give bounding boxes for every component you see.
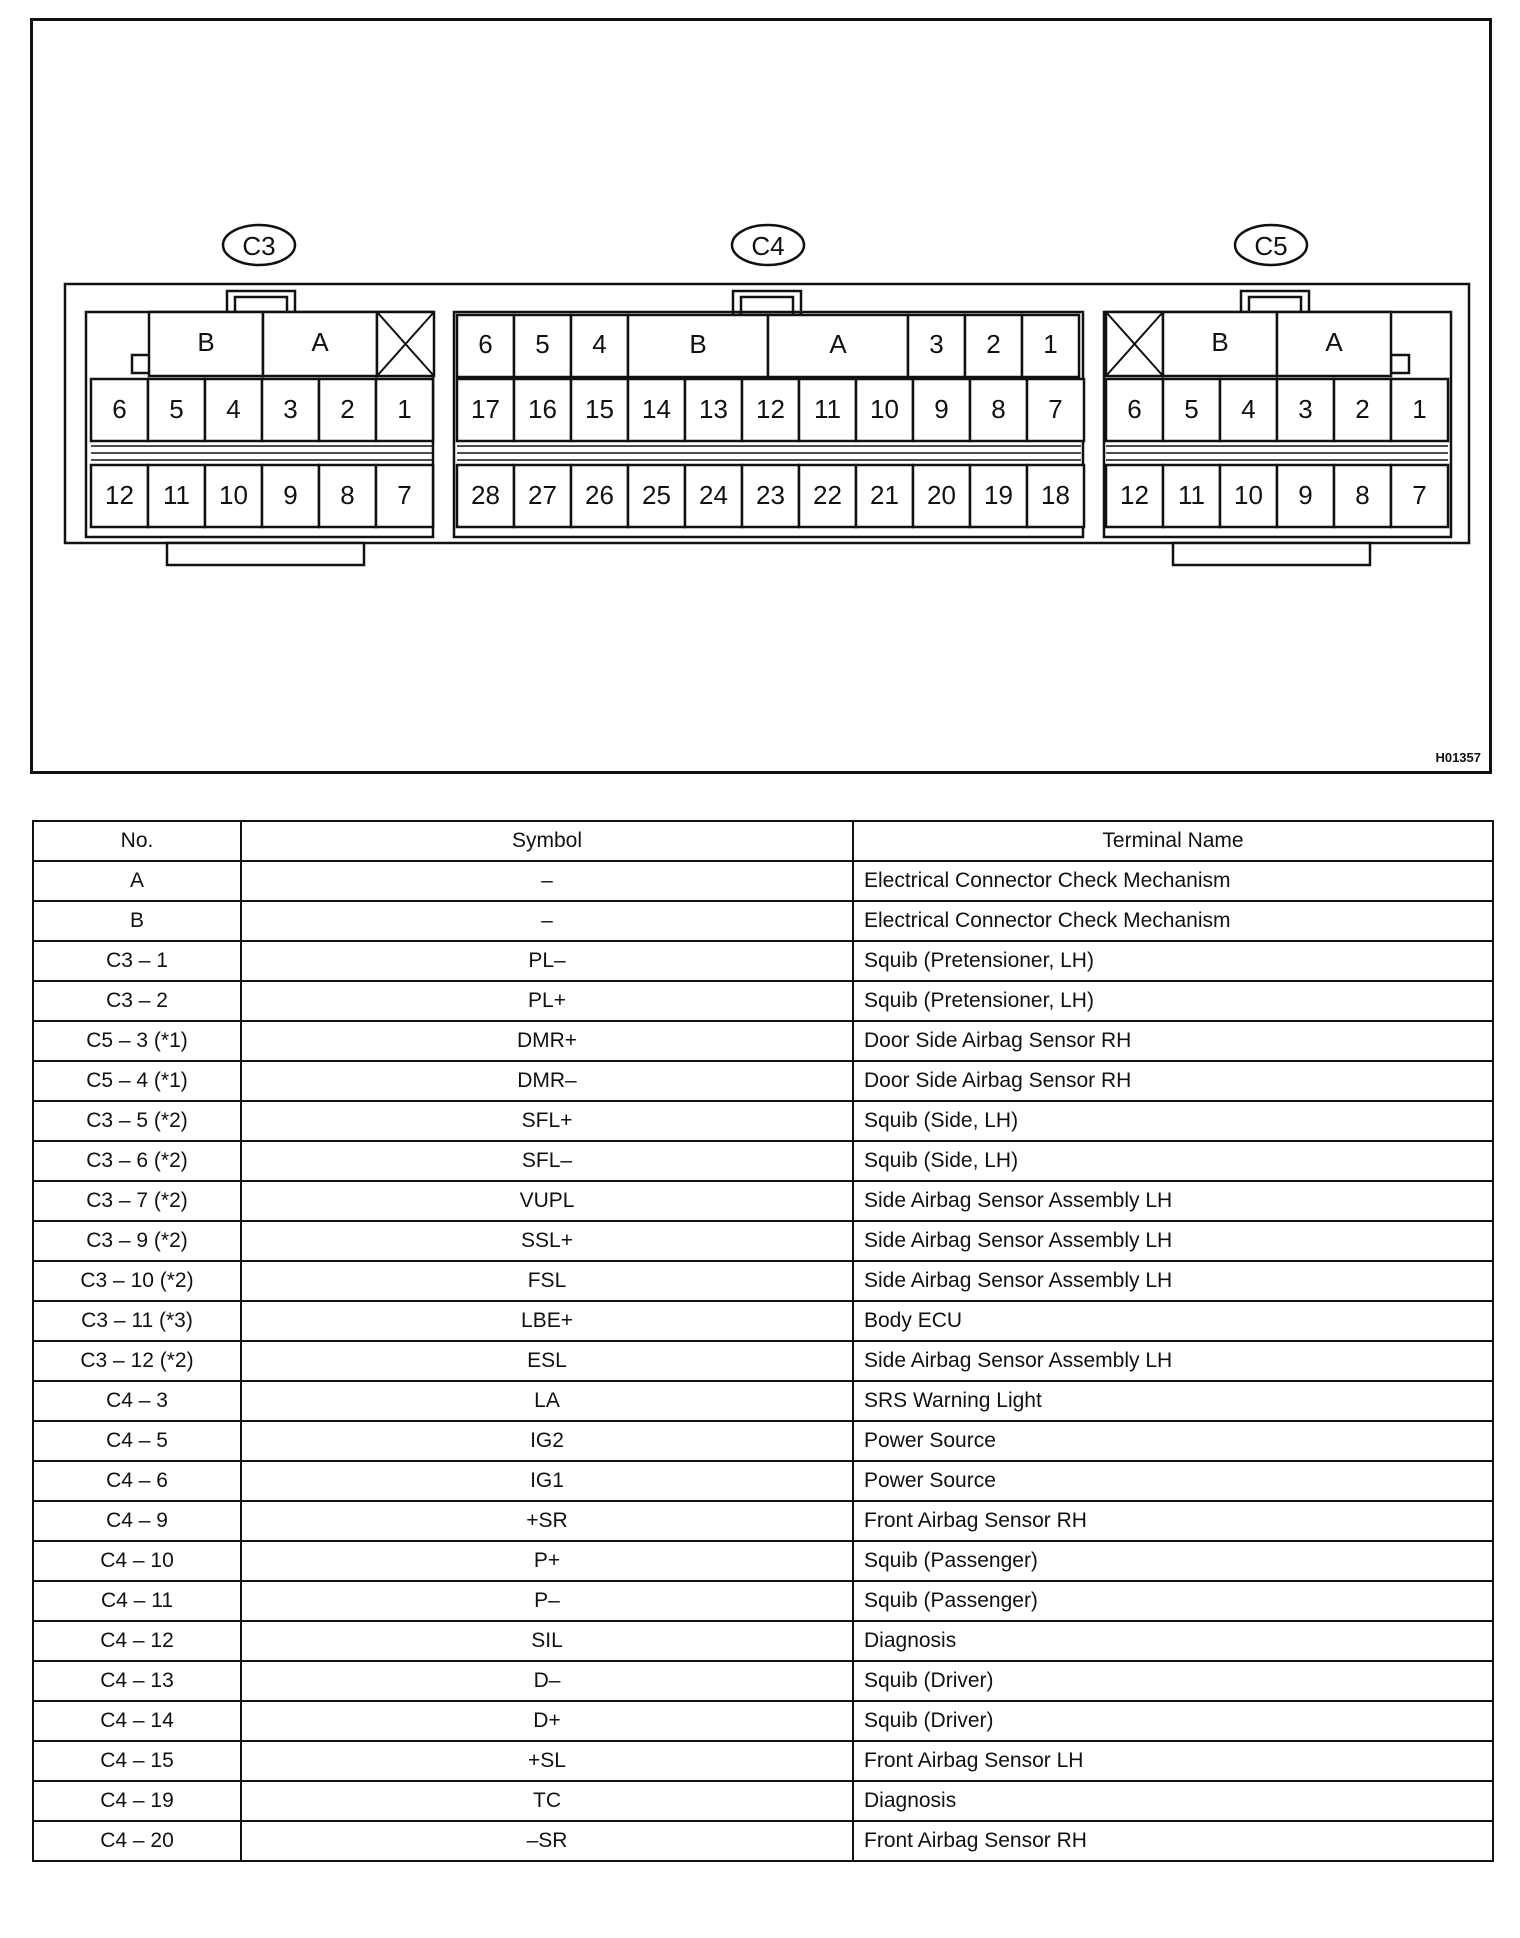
terminal-number: 9 xyxy=(283,480,298,510)
top-cell-label: A xyxy=(1325,327,1343,357)
row-terminal-name: Body ECU xyxy=(853,1301,1493,1341)
row-symbol: SSL+ xyxy=(241,1221,853,1261)
terminal-table xyxy=(32,820,1494,1862)
table-row xyxy=(33,1141,1493,1181)
terminal-number: 4 xyxy=(1241,394,1256,424)
terminal-number: 13 xyxy=(699,394,728,424)
top-cell-label: A xyxy=(311,327,329,357)
row-no: C3 – 9 (*2) xyxy=(33,1221,241,1261)
row-terminal-name: Squib (Passenger) xyxy=(853,1581,1493,1621)
row-terminal-name: Side Airbag Sensor Assembly LH xyxy=(853,1261,1493,1301)
row-symbol: VUPL xyxy=(241,1181,853,1221)
row-no: C3 – 6 (*2) xyxy=(33,1141,241,1181)
row-symbol: D– xyxy=(241,1661,853,1701)
top-cell-label: A xyxy=(829,329,847,359)
row-no: C4 – 12 xyxy=(33,1621,241,1661)
row-symbol: P+ xyxy=(241,1541,853,1581)
connector-label: C4 xyxy=(751,231,785,261)
row-terminal-name: Squib (Pretensioner, LH) xyxy=(853,981,1493,1021)
terminal-number: 15 xyxy=(585,394,614,424)
table-row xyxy=(33,1661,1493,1701)
table-header-row xyxy=(33,821,1493,861)
terminal-number: 8 xyxy=(1355,480,1370,510)
reference-code: H01357 xyxy=(1435,750,1481,765)
row-no: C5 – 3 (*1) xyxy=(33,1021,241,1061)
table-row xyxy=(33,981,1493,1021)
row-terminal-name: SRS Warning Light xyxy=(853,1381,1493,1421)
top-cell-label: 5 xyxy=(535,329,550,359)
terminal-number: 23 xyxy=(756,480,785,510)
table-row xyxy=(33,1021,1493,1061)
table-row xyxy=(33,1421,1493,1461)
row-symbol: – xyxy=(241,901,853,941)
table-row xyxy=(33,1821,1493,1861)
row-symbol: TC xyxy=(241,1781,853,1821)
connector-diagram-panel xyxy=(30,18,1492,774)
row-terminal-name: Side Airbag Sensor Assembly LH xyxy=(853,1341,1493,1381)
row-no: C4 – 14 xyxy=(33,1701,241,1741)
connector-diagram xyxy=(33,21,1489,771)
row-symbol: SFL– xyxy=(241,1141,853,1181)
row-terminal-name: Electrical Connector Check Mechanism xyxy=(853,901,1493,941)
header-no: No. xyxy=(33,821,241,861)
terminal-number: 6 xyxy=(112,394,127,424)
row-no: C3 – 7 (*2) xyxy=(33,1181,241,1221)
terminal-number: 21 xyxy=(870,480,899,510)
terminal-number: 25 xyxy=(642,480,671,510)
row-no: C4 – 20 xyxy=(33,1821,241,1861)
header-symbol: Symbol xyxy=(241,821,853,861)
top-cell-label: 6 xyxy=(478,329,493,359)
row-no: C4 – 10 xyxy=(33,1541,241,1581)
terminal-number: 20 xyxy=(927,480,956,510)
terminal-number: 27 xyxy=(528,480,557,510)
terminal-number: 12 xyxy=(105,480,134,510)
top-cell-label: 3 xyxy=(929,329,944,359)
row-symbol: – xyxy=(241,861,853,901)
table-row xyxy=(33,1181,1493,1221)
row-no: A xyxy=(33,861,241,901)
row-symbol: IG2 xyxy=(241,1421,853,1461)
row-no: C3 – 12 (*2) xyxy=(33,1341,241,1381)
terminal-number: 7 xyxy=(397,480,412,510)
table-row xyxy=(33,1741,1493,1781)
terminal-number: 14 xyxy=(642,394,671,424)
terminal-number: 7 xyxy=(1412,480,1427,510)
connector-key-step xyxy=(1391,355,1409,373)
row-terminal-name: Squib (Driver) xyxy=(853,1701,1493,1741)
row-no: C4 – 6 xyxy=(33,1461,241,1501)
table-row xyxy=(33,1501,1493,1541)
table-row xyxy=(33,1101,1493,1141)
terminal-number: 11 xyxy=(163,480,190,510)
row-symbol: P– xyxy=(241,1581,853,1621)
row-terminal-name: Squib (Pretensioner, LH) xyxy=(853,941,1493,981)
terminal-number: 12 xyxy=(756,394,785,424)
table-row xyxy=(33,1381,1493,1421)
table-row xyxy=(33,1701,1493,1741)
row-no: C4 – 15 xyxy=(33,1741,241,1781)
row-symbol: SFL+ xyxy=(241,1101,853,1141)
terminal-number: 10 xyxy=(1234,480,1263,510)
row-terminal-name: Front Airbag Sensor RH xyxy=(853,1501,1493,1541)
table-row xyxy=(33,1461,1493,1501)
table-row xyxy=(33,1581,1493,1621)
row-terminal-name: Door Side Airbag Sensor RH xyxy=(853,1061,1493,1101)
row-terminal-name: Power Source xyxy=(853,1461,1493,1501)
row-terminal-name: Squib (Driver) xyxy=(853,1661,1493,1701)
top-cell-label: B xyxy=(689,329,707,359)
table-row xyxy=(33,941,1493,981)
row-symbol: FSL xyxy=(241,1261,853,1301)
terminal-number: 26 xyxy=(585,480,614,510)
row-terminal-name: Power Source xyxy=(853,1421,1493,1461)
row-symbol: LBE+ xyxy=(241,1301,853,1341)
table-row xyxy=(33,861,1493,901)
row-symbol: +SR xyxy=(241,1501,853,1541)
row-symbol: ESL xyxy=(241,1341,853,1381)
terminal-number: 12 xyxy=(1120,480,1149,510)
row-terminal-name: Squib (Side, LH) xyxy=(853,1101,1493,1141)
connector-label: C5 xyxy=(1254,231,1288,261)
terminal-number: 3 xyxy=(283,394,298,424)
terminal-number: 11 xyxy=(814,394,841,424)
row-terminal-name: Side Airbag Sensor Assembly LH xyxy=(853,1181,1493,1221)
row-terminal-name: Side Airbag Sensor Assembly LH xyxy=(853,1221,1493,1261)
row-no: C3 – 10 (*2) xyxy=(33,1261,241,1301)
terminal-number: 9 xyxy=(1298,480,1313,510)
row-no: C4 – 3 xyxy=(33,1381,241,1421)
row-no: C3 – 2 xyxy=(33,981,241,1021)
terminal-number: 6 xyxy=(1127,394,1142,424)
row-terminal-name: Squib (Passenger) xyxy=(853,1541,1493,1581)
row-terminal-name: Electrical Connector Check Mechanism xyxy=(853,861,1493,901)
lock-tab-bottom-right xyxy=(1173,543,1370,565)
terminal-number: 3 xyxy=(1298,394,1313,424)
terminal-number: 19 xyxy=(984,480,1013,510)
row-no: C4 – 11 xyxy=(33,1581,241,1621)
terminal-number: 5 xyxy=(1184,394,1199,424)
row-no: C5 – 4 (*1) xyxy=(33,1061,241,1101)
row-terminal-name: Front Airbag Sensor RH xyxy=(853,1821,1493,1861)
connector-key-step xyxy=(132,355,150,373)
row-terminal-name: Front Airbag Sensor LH xyxy=(853,1741,1493,1781)
row-terminal-name: Squib (Side, LH) xyxy=(853,1141,1493,1181)
terminal-number: 10 xyxy=(219,480,248,510)
header-terminal-name: Terminal Name xyxy=(853,821,1493,861)
top-cell-label: 4 xyxy=(592,329,607,359)
terminal-number: 11 xyxy=(1178,480,1205,510)
row-terminal-name: Diagnosis xyxy=(853,1621,1493,1661)
row-symbol: D+ xyxy=(241,1701,853,1741)
row-symbol: PL– xyxy=(241,941,853,981)
terminal-number: 17 xyxy=(471,394,500,424)
row-symbol: LA xyxy=(241,1381,853,1421)
terminal-number: 10 xyxy=(870,394,899,424)
terminal-number: 8 xyxy=(340,480,355,510)
lock-tab-bottom-left xyxy=(167,543,364,565)
table-row xyxy=(33,1221,1493,1261)
row-terminal-name: Diagnosis xyxy=(853,1781,1493,1821)
row-symbol: DMR+ xyxy=(241,1021,853,1061)
row-no: C3 – 1 xyxy=(33,941,241,981)
row-symbol: +SL xyxy=(241,1741,853,1781)
terminal-number: 18 xyxy=(1041,480,1070,510)
row-symbol: –SR xyxy=(241,1821,853,1861)
row-no: B xyxy=(33,901,241,941)
table-row xyxy=(33,1261,1493,1301)
terminal-number: 2 xyxy=(340,394,355,424)
row-no: C4 – 9 xyxy=(33,1501,241,1541)
terminal-number: 1 xyxy=(397,394,412,424)
row-symbol: PL+ xyxy=(241,981,853,1021)
row-no: C3 – 5 (*2) xyxy=(33,1101,241,1141)
top-cell-label: 2 xyxy=(986,329,1001,359)
top-cell-label: B xyxy=(1211,327,1229,357)
terminal-number: 28 xyxy=(471,480,500,510)
terminal-number: 16 xyxy=(528,394,557,424)
terminal-number: 7 xyxy=(1048,394,1063,424)
terminal-number: 22 xyxy=(813,480,842,510)
table-row xyxy=(33,1301,1493,1341)
terminal-number: 8 xyxy=(991,394,1006,424)
terminal-number: 9 xyxy=(934,394,949,424)
table-row xyxy=(33,1541,1493,1581)
row-no: C4 – 5 xyxy=(33,1421,241,1461)
top-cell-label: 1 xyxy=(1043,329,1058,359)
terminal-number: 5 xyxy=(169,394,184,424)
row-no: C3 – 11 (*3) xyxy=(33,1301,241,1341)
table-row xyxy=(33,1621,1493,1661)
connector-label: C3 xyxy=(242,231,276,261)
terminal-number: 2 xyxy=(1355,394,1370,424)
terminal-number: 1 xyxy=(1412,394,1427,424)
table-row xyxy=(33,1341,1493,1381)
table-row xyxy=(33,1781,1493,1821)
row-symbol: SIL xyxy=(241,1621,853,1661)
terminal-number: 24 xyxy=(699,480,728,510)
table-row xyxy=(33,1061,1493,1101)
row-no: C4 – 13 xyxy=(33,1661,241,1701)
row-terminal-name: Door Side Airbag Sensor RH xyxy=(853,1021,1493,1061)
row-symbol: IG1 xyxy=(241,1461,853,1501)
table-body xyxy=(33,861,1493,1861)
row-symbol: DMR– xyxy=(241,1061,853,1101)
row-no: C4 – 19 xyxy=(33,1781,241,1821)
terminal-number: 4 xyxy=(226,394,241,424)
table-row xyxy=(33,901,1493,941)
top-cell-label: B xyxy=(197,327,215,357)
